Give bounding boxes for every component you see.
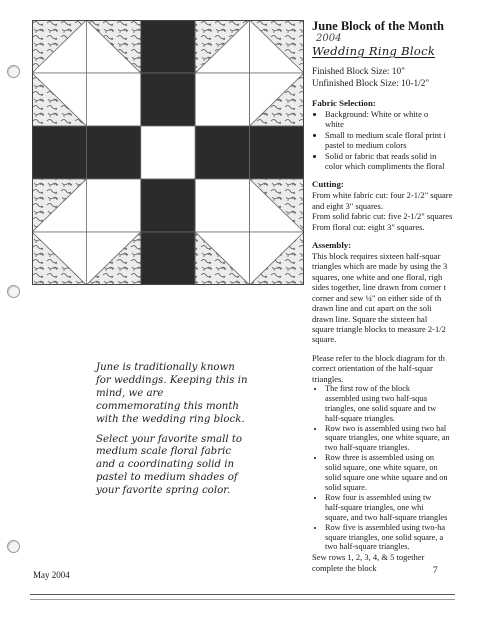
- quilt-cell-hst-tl: [32, 179, 86, 232]
- row-item-4: • Row four is assembled using tw half-square triangles, one whi square, and two half-square triangles: [325, 493, 480, 523]
- block-name: Wedding Ring Block: [312, 44, 436, 58]
- footer-date: May 2004: [33, 570, 70, 580]
- fabric-item-background: • Background: White or white o white: [325, 109, 480, 130]
- handwritten-year: 2004: [316, 33, 342, 44]
- fabric-heading: Fabric Selection:: [312, 98, 376, 108]
- binder-hole: [7, 285, 20, 298]
- finished-size: Finished Block Size: 10": [312, 67, 405, 77]
- quilt-cell-solid: [32, 126, 86, 179]
- quilt-cell-hst-tl: [32, 20, 86, 73]
- quilt-cell-hst-tr: [250, 20, 304, 73]
- fabric-item-floral: • Small to medium scale floral print i pastel to medium colors: [325, 130, 480, 151]
- assembly-text: This block requires sixteen half-squar triangles which are made by using the 3 squares, one white and one floral, righ sides together, line drawn from corner t corner and sew ¼" on either side of th drawn line and cut apart on the soli drawn line. Square the sixteen hal square triangle blocks to measure 2-1/2 square.: [312, 251, 448, 345]
- binder-hole: [7, 540, 20, 553]
- row-assembly-list: [312, 384, 480, 552]
- page-title: June Block of the Month: [312, 19, 444, 33]
- quilt-cell-hst-br: [250, 73, 304, 126]
- quilt-cell-solid: [86, 126, 140, 179]
- closing-text: Sew rows 1, 2, 3, 4, & 5 together complete the block: [312, 552, 425, 573]
- row-item-3: • Row three is assembled using on solid square, one white square, on solid square one white square and on solid square.: [325, 453, 480, 493]
- quilt-block-diagram: [32, 20, 304, 285]
- quilt-cell-solid: [141, 179, 195, 232]
- block-sizes: [312, 67, 480, 90]
- quilt-cell-hst-br: [86, 232, 140, 285]
- footer-rule: [30, 599, 455, 600]
- cutting-heading: Cutting:: [312, 179, 344, 190]
- note-paragraph-1: June is traditionally known for weddings. Keeping this in mind, we are commemorating this month with the wedding ring block.: [96, 362, 248, 425]
- handwritten-note: [96, 362, 296, 505]
- assembly-heading: Assembly:: [312, 240, 352, 251]
- unfinished-size: Unfinished Block Size: 10-1/2": [312, 78, 430, 89]
- row-item-5: • Row five is assembled using two-ha square triangles, one solid square, a two half-square triangles.: [325, 523, 480, 553]
- fabric-item-solid: • Solid or fabric that reads solid in color which compliments the floral: [325, 151, 480, 172]
- quilt-cell-hst-tl: [195, 20, 249, 73]
- quilt-cell-solid: [141, 73, 195, 126]
- quilt-cell-white: [195, 73, 249, 126]
- quilt-cell-solid: [141, 232, 195, 285]
- note-paragraph-2: Select your favorite small to medium scale floral fabric and a coordinating solid in pastel to medium shades of your favorite spring color.: [96, 433, 243, 497]
- quilt-cell-white: [86, 179, 140, 232]
- quilt-cell-hst-br: [250, 232, 304, 285]
- fabric-list: [312, 109, 480, 171]
- cutting-text: From white fabric cut: four 2-1/2" square and eight 3" squares. From solid fabric cut: five 2-1/2" squares From floral cut: eight 3" squares.: [312, 190, 453, 232]
- quilt-cell-white: [141, 126, 195, 179]
- quilt-cell-white: [86, 73, 140, 126]
- quilt-cell-white: [195, 179, 249, 232]
- page-number: 7: [433, 565, 438, 575]
- quilt-cell-hst-bl: [32, 232, 86, 285]
- quilt-cell-hst-tr: [250, 179, 304, 232]
- footer-rule: [30, 594, 455, 595]
- quilt-cell-solid: [141, 20, 195, 73]
- binder-hole: [7, 65, 20, 78]
- refer-text: Please refer to the block diagram for th correct orientation of the half-squar triangles.: [312, 352, 445, 384]
- instructions-column: [312, 19, 480, 573]
- quilt-cell-hst-bl: [32, 73, 86, 126]
- quilt-cell-solid: [250, 126, 304, 179]
- row-item-2: • Row two is assembled using two hal square triangles, one white square, an two half-square triangles.: [325, 424, 480, 454]
- quilt-cell-solid: [195, 126, 249, 179]
- quilt-cell-hst-tr: [86, 20, 140, 73]
- row-item-1: • The first row of the block assembled using two half-squa triangles, one solid square and tw half-square triangles.: [325, 384, 480, 424]
- quilt-cell-hst-bl: [195, 232, 249, 285]
